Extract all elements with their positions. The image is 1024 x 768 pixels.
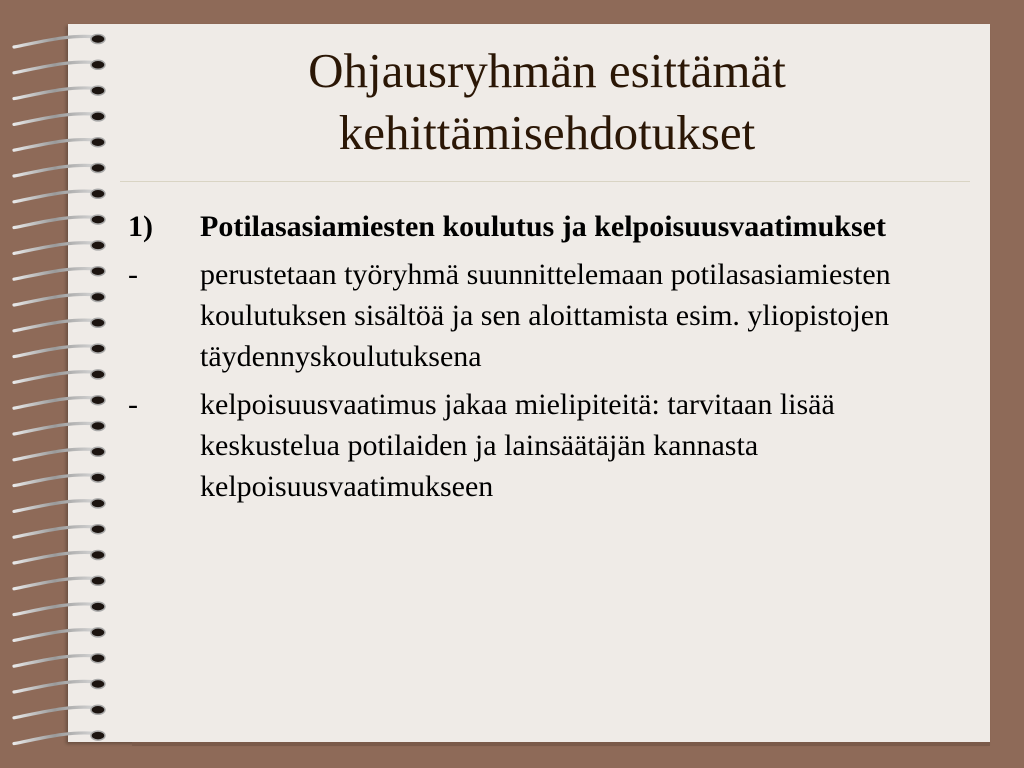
spiral-coil bbox=[14, 423, 96, 434]
binding-hole bbox=[91, 705, 105, 714]
binding-hole bbox=[91, 499, 105, 508]
spiral-coil bbox=[14, 630, 96, 641]
spiral-coil bbox=[14, 320, 96, 331]
binding-hole bbox=[91, 628, 105, 637]
binding-hole bbox=[91, 293, 105, 302]
binding-hole bbox=[91, 473, 105, 482]
spiral-coil bbox=[14, 707, 96, 718]
spiral-coil bbox=[14, 140, 96, 151]
binding-hole bbox=[91, 86, 105, 95]
binding-hole bbox=[91, 654, 105, 663]
title-line-1: Ohjausryhmän esittämät bbox=[308, 43, 786, 98]
spiral-coil bbox=[14, 501, 96, 512]
spiral-coil bbox=[14, 656, 96, 667]
spiral-coil bbox=[14, 398, 96, 409]
binding-hole bbox=[91, 241, 105, 250]
list-item-dash bbox=[128, 384, 968, 507]
spiral-coil bbox=[14, 165, 96, 176]
binding-hole bbox=[91, 731, 105, 740]
binding-hole bbox=[91, 112, 105, 121]
list-item-numbered bbox=[128, 206, 968, 247]
spiral-coil bbox=[14, 36, 96, 47]
binding-hole bbox=[91, 189, 105, 198]
spiral-coil bbox=[14, 449, 96, 460]
binding-hole bbox=[91, 602, 105, 611]
list-item-text: perustetaan työryhmä suunnittelemaan potilasasiamiesten koulutuksen sisältöä ja sen aloittamista esim. yliopistojen täydennyskoulutuksena bbox=[200, 258, 891, 373]
spiral-coil bbox=[14, 294, 96, 305]
spiral-coil bbox=[14, 88, 96, 99]
binding-hole bbox=[91, 396, 105, 405]
spiral-coil bbox=[14, 346, 96, 357]
binding-hole bbox=[91, 60, 105, 69]
spiral-binding-icon bbox=[0, 0, 120, 768]
list-item-text: kelpoisuusvaatimus jakaa mielipiteitä: tarvitaan lisää keskustelua potilaiden ja lainsäätäjän kannasta kelpoisuusvaatimukseen bbox=[200, 388, 835, 503]
binding-hole bbox=[91, 422, 105, 431]
title-line-2: kehittämisehdotukset bbox=[338, 105, 756, 160]
list-marker: - bbox=[128, 258, 138, 291]
page-shadow bbox=[132, 742, 990, 746]
spiral-coil bbox=[14, 191, 96, 202]
spiral-coil bbox=[14, 681, 96, 692]
binding-hole bbox=[91, 680, 105, 689]
list-item-dash bbox=[128, 254, 968, 377]
binding-hole bbox=[91, 370, 105, 379]
spiral-coil bbox=[14, 269, 96, 280]
binding-hole bbox=[91, 447, 105, 456]
binding-hole bbox=[91, 551, 105, 560]
spiral-coil bbox=[14, 733, 96, 744]
binding-hole bbox=[91, 215, 105, 224]
title-divider bbox=[120, 181, 970, 182]
binding-hole bbox=[91, 164, 105, 173]
spiral-coil bbox=[14, 527, 96, 538]
spiral-coil bbox=[14, 372, 96, 383]
bullet-list bbox=[128, 206, 968, 514]
binding-hole bbox=[91, 138, 105, 147]
spiral-coil bbox=[14, 475, 96, 486]
spiral-coil bbox=[14, 578, 96, 589]
slide-title bbox=[132, 40, 962, 164]
binding-hole bbox=[91, 35, 105, 44]
list-marker: 1) bbox=[128, 210, 153, 243]
list-marker: - bbox=[128, 388, 138, 421]
spiral-coil bbox=[14, 552, 96, 563]
binding-hole bbox=[91, 318, 105, 327]
list-item-text: Potilasasiamiesten koulutus ja kelpoisuusvaatimukset bbox=[200, 210, 886, 243]
spiral-coil bbox=[14, 217, 96, 228]
spiral-coil bbox=[14, 604, 96, 615]
spiral-coil bbox=[14, 243, 96, 254]
binding-hole bbox=[91, 267, 105, 276]
binding-hole bbox=[91, 344, 105, 353]
spiral-coil bbox=[14, 62, 96, 73]
binding-hole bbox=[91, 576, 105, 585]
spiral-coil bbox=[14, 114, 96, 125]
binding-hole bbox=[91, 525, 105, 534]
